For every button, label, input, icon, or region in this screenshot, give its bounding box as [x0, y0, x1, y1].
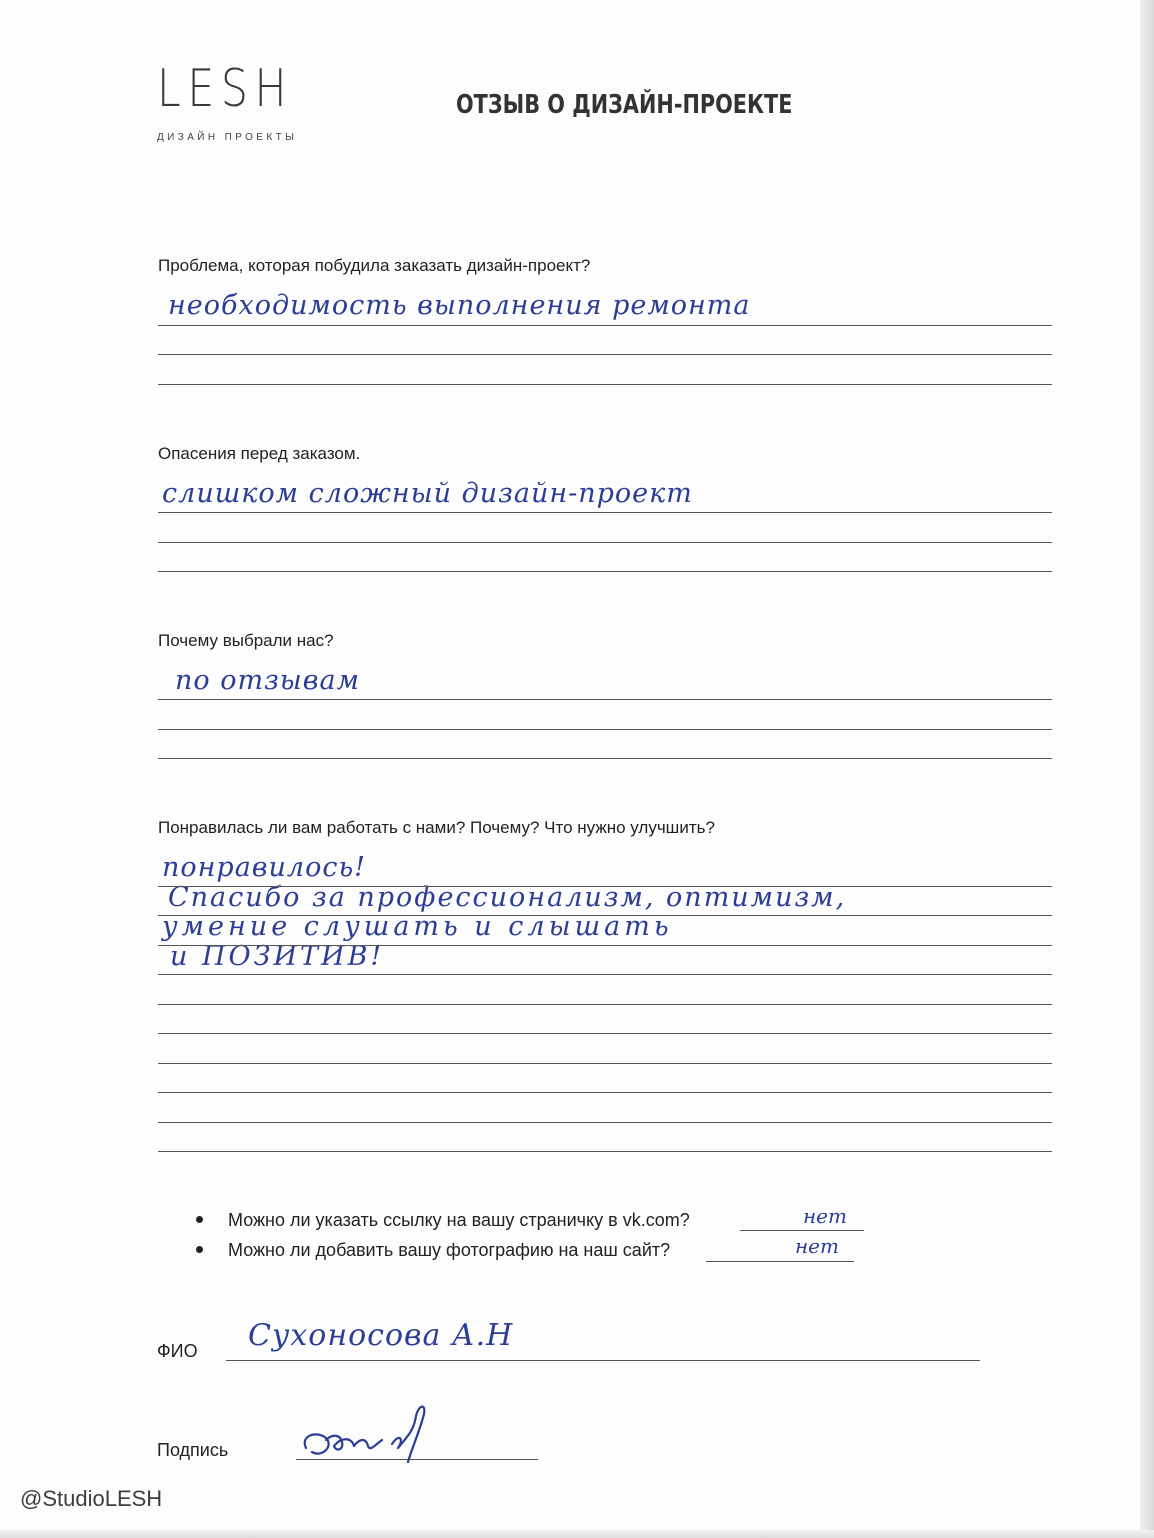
answer-liked-line-4: и ПОЗИТИВ!	[170, 941, 385, 972]
answer-line	[158, 699, 1052, 700]
answer-line	[158, 974, 1052, 975]
answer-line	[158, 354, 1052, 355]
fio-line	[226, 1360, 980, 1361]
question-why-us: Почему выбрали нас?	[158, 631, 334, 650]
permission-photo-text: Можно ли добавить вашу фотографию на наш сайт?	[228, 1240, 671, 1260]
answer-problem-line-1: необходимость выполнения ремонта	[168, 290, 751, 321]
answer-why-us-line-1: по отзывам	[175, 665, 360, 696]
answer-line	[158, 915, 1052, 916]
permission-photo-answer: нет	[795, 1234, 839, 1258]
answer-line	[158, 1151, 1052, 1152]
question-liked: Понравилась ли вам работать с нами? Почему? Что нужно улучшить?	[158, 818, 715, 837]
permission-vk	[196, 1210, 690, 1231]
answer-line	[158, 945, 1052, 946]
answer-line	[158, 325, 1052, 326]
watermark: @StudioLESH	[20, 1486, 163, 1511]
answer-line	[158, 758, 1052, 759]
permission-photo	[196, 1240, 670, 1261]
fio-value: Сухоносова А.Н	[248, 1318, 514, 1353]
answer-line	[158, 571, 1052, 572]
answer-line	[158, 729, 1052, 730]
page-edge-shadow	[1140, 0, 1154, 1538]
answer-line	[158, 1122, 1052, 1123]
logo-subtitle: ДИЗАЙН ПРОЕКТЫ	[157, 132, 298, 143]
answer-liked-line-1: понравилось!	[162, 852, 367, 883]
answer-line	[158, 512, 1052, 513]
permission-vk-line	[740, 1230, 864, 1231]
signature-icon	[296, 1400, 456, 1470]
bullet-icon	[196, 1216, 203, 1223]
answer-concerns-line-1: слишком сложный дизайн-проект	[162, 478, 693, 509]
answer-line	[158, 1033, 1052, 1034]
permission-vk-text: Можно ли указать ссылку на вашу страничку в vk.com?	[228, 1210, 690, 1230]
question-concerns: Опасения перед заказом.	[158, 444, 361, 463]
answer-line	[158, 542, 1052, 543]
fio-label: ФИО	[157, 1341, 198, 1361]
page-edge-shadow-bottom	[0, 1530, 1154, 1538]
answer-line	[158, 1092, 1052, 1093]
question-problem: Проблема, которая побудила заказать дизайн-проект?	[158, 256, 591, 275]
answer-line	[158, 384, 1052, 385]
permission-vk-answer: нет	[803, 1204, 847, 1228]
logo-text: LESH	[157, 59, 294, 119]
bullet-icon	[196, 1246, 203, 1253]
permission-photo-line	[706, 1261, 854, 1262]
answer-line	[158, 1063, 1052, 1064]
answer-line	[158, 1004, 1052, 1005]
answer-liked-line-2: Спасибо за профессионализм, оптимизм,	[168, 882, 847, 913]
page-title: ОТЗЫВ О ДИЗАЙН-ПРОЕКТЕ	[456, 90, 793, 120]
signature-label: Подпись	[157, 1440, 229, 1460]
answer-liked-line-3: умение слушать и слышать	[162, 911, 673, 942]
answer-line	[158, 886, 1052, 887]
company-logo	[157, 60, 323, 143]
